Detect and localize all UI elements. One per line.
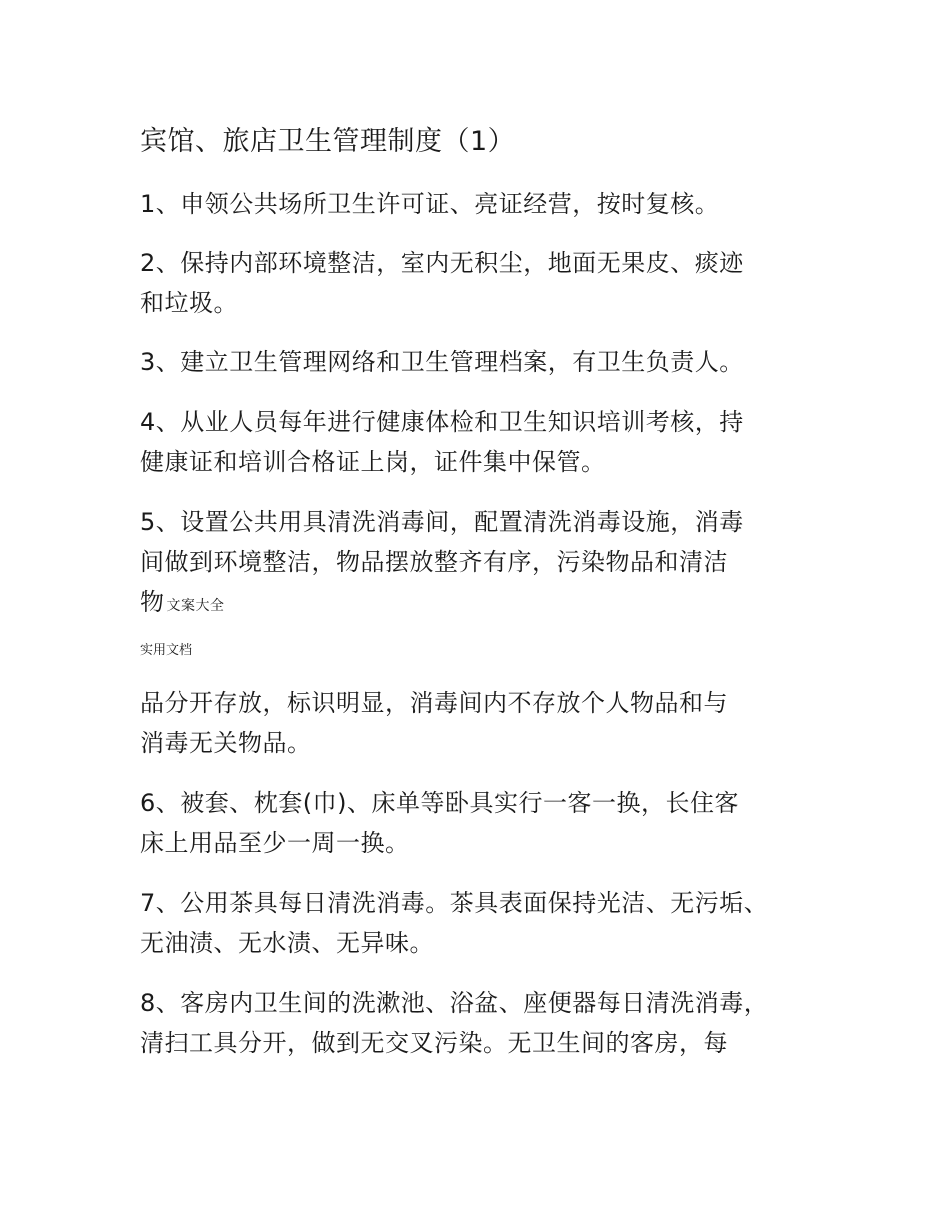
text-line: 4、从业人员每年进行健康体检和卫生知识培训考核，持 — [140, 408, 744, 436]
text-line: 和垃圾。 — [140, 289, 238, 317]
footer-inline-label: 文案大全 — [166, 598, 225, 614]
text-line: 清扫工具分开，做到无交叉污染。无卫生间的客房，每 — [140, 1029, 728, 1057]
page-footer-label: 实用文档 — [140, 643, 193, 658]
text-line: 5、设置公共用具清洗消毒间，配置清洗消毒设施，消毒 — [140, 508, 744, 536]
text-line: 1、申领公共场所卫生许可证、亮证经营，按时复核。 — [140, 190, 720, 218]
text-line: 6、被套、枕套(巾)、床单等卧具实行一客一换，长住客 — [140, 789, 739, 817]
text-line: 健康证和培训合格证上岗，证件集中保管。 — [140, 448, 606, 476]
text-line: 无油渍、无水渍、无异味。 — [140, 929, 434, 957]
text-line: 品分开存放，标识明显，消毒间内不存放个人物品和与 — [140, 689, 728, 717]
text-line: 2、保持内部环境整洁，室内无积尘，地面无果皮、痰迹 — [140, 249, 744, 277]
text-line: 7、公用茶具每日清洗消毒。茶具表面保持光洁、无污垢、 — [140, 889, 769, 917]
text-line: 床上用品至少一周一换。 — [140, 829, 410, 857]
text-line: 8、客房内卫生间的洗漱池、浴盆、座便器每日清洗消毒， — [140, 989, 769, 1017]
text-line: 3、建立卫生管理网络和卫生管理档案，有卫生负责人。 — [140, 348, 744, 376]
text-fragment: 物 — [140, 588, 165, 616]
text-line-with-footer — [140, 587, 225, 621]
document-title: 宾馆、旅店卫生管理制度（1） — [140, 126, 516, 157]
text-line: 消毒无关物品。 — [140, 729, 312, 757]
text-line: 间做到环境整洁，物品摆放整齐有序，污染物品和清洁 — [140, 548, 728, 576]
